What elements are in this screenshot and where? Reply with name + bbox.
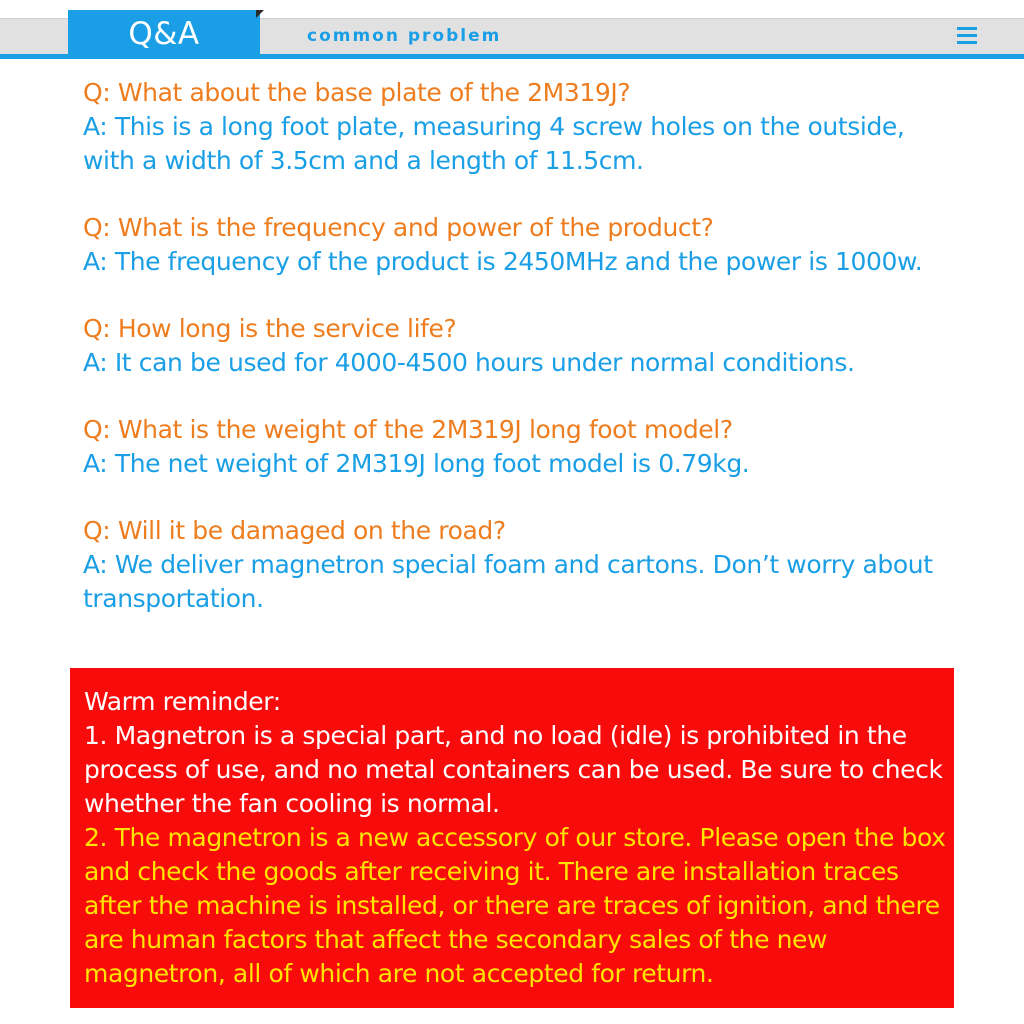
- faq-question: Q: What about the base plate of the 2M319J?: [83, 78, 631, 107]
- faq-item: [83, 514, 963, 616]
- faq-answer: A: It can be used for 4000-4500 hours under normal conditions.: [83, 348, 855, 377]
- faq-item: [83, 211, 963, 279]
- hamburger-menu-icon[interactable]: [957, 27, 977, 47]
- warm-reminder-box: [70, 668, 954, 1008]
- faq-answer: A: The net weight of 2M319J long foot model is 0.79kg.: [83, 449, 750, 478]
- qa-tab[interactable]: Q&A: [68, 10, 260, 59]
- faq-list: [83, 76, 963, 649]
- faq-answer: A: The frequency of the product is 2450MHz and the power is 1000w.: [83, 247, 923, 276]
- faq-question: Q: What is the frequency and power of the product?: [83, 213, 714, 242]
- faq-item: [83, 413, 963, 481]
- header-subtitle: common problem: [307, 26, 502, 46]
- reminder-item-1: 1. Magnetron is a special part, and no load (idle) is prohibited in the process of use, and no metal containers can be used. Be sure to check whether the fan cooling is normal.: [84, 721, 943, 818]
- faq-question: Q: How long is the service life?: [83, 314, 457, 343]
- reminder-item-2: 2. The magnetron is a new accessory of our store. Please open the box and check the goods after receiving it. There are installation traces after the machine is installed, or there are traces of ignition, and there are human factors that affect the secondary sales of the new magnetron, all of which are not accepted for return.: [84, 823, 946, 988]
- faq-item: [83, 312, 963, 380]
- faq-answer: A: This is a long foot plate, measuring 4 screw holes on the outside, with a width of 3.5cm and a length of 11.5cm.: [83, 112, 905, 175]
- faq-question: Q: What is the weight of the 2M319J long foot model?: [83, 415, 733, 444]
- header: [0, 0, 1024, 62]
- faq-item: [83, 76, 963, 178]
- faq-answer: A: We deliver magnetron special foam and cartons. Don’t worry about transportation.: [83, 550, 933, 613]
- tab-corner-decoration: [256, 10, 264, 18]
- faq-question: Q: Will it be damaged on the road?: [83, 516, 506, 545]
- reminder-title: Warm reminder:: [84, 687, 281, 716]
